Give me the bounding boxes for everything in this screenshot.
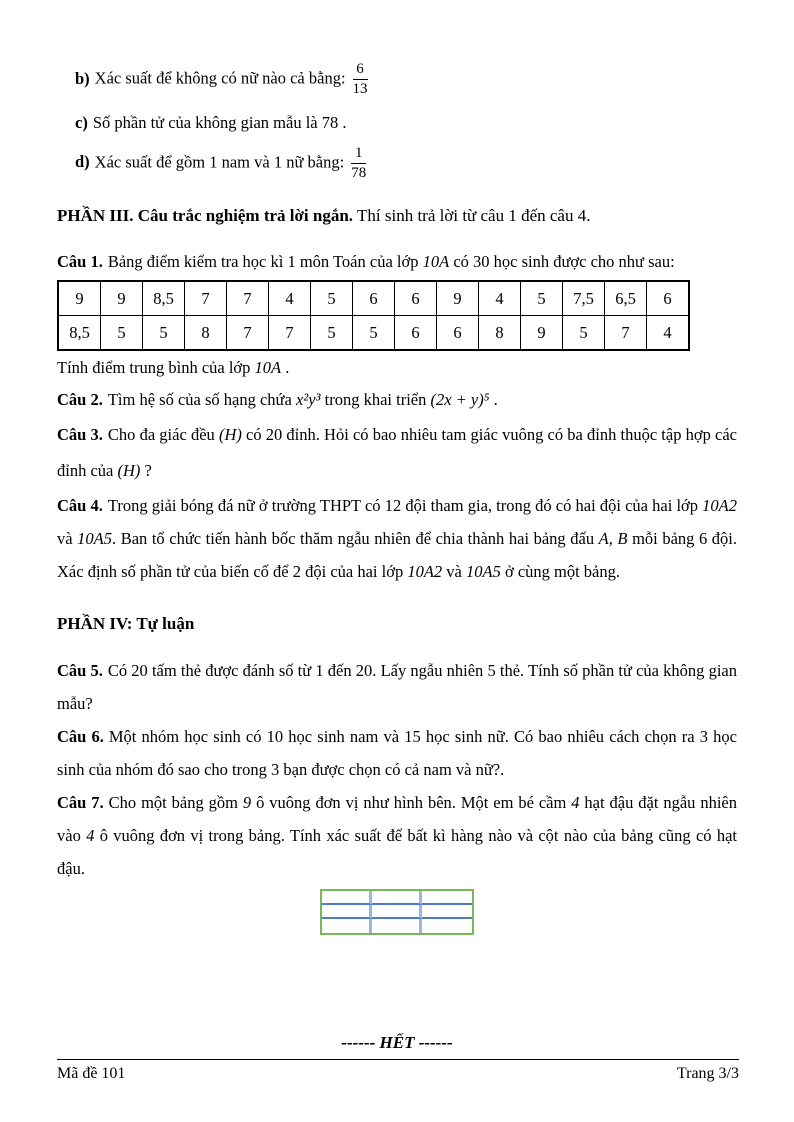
score-cell: 6	[395, 316, 437, 351]
grid-cell	[322, 919, 372, 933]
math-polygon-name: (H)	[218, 425, 242, 444]
score-cell: 6	[437, 316, 479, 351]
score-table-row	[58, 281, 689, 316]
grid-cell	[322, 905, 372, 919]
score-cell: 4	[269, 281, 311, 316]
grid-cell	[372, 891, 422, 905]
question-1-instruction	[57, 353, 737, 383]
question-7-text: Cho một bảng gồm	[108, 793, 243, 812]
question-4-text3: . Ban tổ chức tiến hành bốc thăm ngẫu nhiên để chia thành hai bảng đấu	[112, 529, 599, 548]
score-cell: 7	[227, 316, 269, 351]
answer-label-d: d)	[75, 152, 90, 172]
score-cell: 7	[269, 316, 311, 351]
question-5	[57, 654, 737, 720]
math-group-names: A, B	[598, 529, 628, 548]
score-table	[57, 280, 690, 351]
question-7	[57, 786, 737, 885]
answer-text-d: Xác suất để gồm 1 nam và 1 nữ bằng:	[94, 152, 345, 172]
score-cell: 8,5	[58, 316, 101, 351]
fraction-d	[351, 145, 366, 183]
question-3-text: Cho đa giác đều	[107, 425, 219, 444]
score-cell: 5	[353, 316, 395, 351]
grid-cell	[422, 919, 472, 933]
question-1-label: Câu 1.	[57, 252, 103, 271]
question-3-label: Câu 3.	[57, 425, 103, 444]
score-cell: 9	[101, 281, 143, 316]
end-marker: ------ HẾT ------	[341, 1033, 453, 1052]
page-footer	[57, 1059, 739, 1083]
fraction-denominator: 78	[351, 164, 367, 181]
score-cell: 8	[185, 316, 227, 351]
score-cell: 6	[395, 281, 437, 316]
score-cell: 9	[437, 281, 479, 316]
score-cell: 5	[143, 316, 185, 351]
unit-grid	[320, 889, 474, 935]
fraction-numerator: 1	[351, 145, 366, 164]
score-cell: 5	[521, 281, 563, 316]
grid-cell	[422, 891, 472, 905]
answer-text-b: Xác suất để không có nữ nào cả bằng:	[94, 68, 346, 88]
score-cell: 9	[58, 281, 101, 316]
answer-item-c	[75, 113, 737, 133]
math-number: 9	[242, 793, 252, 812]
question-6-label: Câu 6.	[57, 727, 104, 746]
answer-label-b: b)	[75, 68, 90, 88]
question-4-text4: mỗi bảng 6 đội. Xác định số phần tử của biến cố để 2 đội của hai lớp	[57, 529, 738, 581]
score-cell: 8,5	[143, 281, 185, 316]
question-3	[57, 417, 737, 489]
instruction-text: Tính điểm trung bình của lớp	[57, 358, 255, 377]
math-class-name: 10A2	[407, 562, 443, 581]
question-2	[57, 383, 737, 417]
answer-text-c: Số phần tử của không gian mẫu là 78 .	[92, 112, 347, 132]
grid-cell	[372, 905, 422, 919]
section-heading-part3	[57, 206, 737, 226]
question-7-text2: ô vuông đơn vị như hình bên. Một em bé cầm	[251, 793, 572, 812]
answer-list	[57, 61, 737, 182]
score-cell: 5	[101, 316, 143, 351]
question-4-text6: ở cùng một bảng.	[500, 562, 621, 581]
question-7-label: Câu 7.	[57, 793, 104, 812]
question-3-text3: ?	[140, 461, 152, 480]
question-2-label: Câu 2.	[57, 390, 103, 409]
question-2-text2: trong khai triển	[320, 390, 431, 409]
question-6	[57, 720, 737, 786]
math-expansion: (2x + y)⁵	[430, 390, 490, 409]
question-5-text: Có 20 tấm thẻ được đánh số từ 1 đến 20. Lấy ngẫu nhiên 5 thẻ. Tính số phần tử của không gian mẫu?	[57, 661, 737, 713]
question-4-text: Trong giải bóng đá nữ ở trường THPT có 12 đội tham gia, trong đó có hai đội của hai lớp	[107, 496, 703, 515]
question-2-text3: .	[489, 390, 498, 409]
section-heading-part4-bold: PHẦN IV: Tự luận	[57, 614, 195, 633]
math-class-name: 10A5	[466, 562, 501, 581]
score-cell: 5	[563, 316, 605, 351]
score-cell: 5	[311, 316, 353, 351]
answer-item-d	[75, 145, 737, 183]
score-cell: 7	[605, 316, 647, 351]
question-4-text5: và	[442, 562, 466, 581]
score-cell: 6	[647, 281, 690, 316]
grid-cell	[422, 905, 472, 919]
score-cell: 9	[521, 316, 563, 351]
math-term: x²y³	[295, 390, 321, 409]
score-cell: 4	[647, 316, 690, 351]
math-class-name: 10A2	[702, 496, 737, 515]
question-1-text: Bảng điểm kiểm tra học kì 1 môn Toán của lớp	[107, 252, 423, 271]
question-1	[57, 244, 737, 279]
score-cell: 7	[227, 281, 269, 316]
section-heading-part3-bold: PHẦN III. Câu trắc nghiệm trả lời ngắn.	[57, 206, 354, 225]
question-4-label: Câu 4.	[57, 496, 103, 515]
question-6-text: Một nhóm học sinh có 10 học sinh nam và 15 học sinh nữ. Có bao nhiêu cách chọn ra 3 học sinh của nhóm đó sao cho trong 3 bạn được chọn có cả nam và nữ?.	[57, 727, 737, 779]
fraction-b	[353, 61, 368, 99]
score-cell: 7	[185, 281, 227, 316]
score-table-body	[58, 281, 689, 350]
exam-code: Mã đề 101	[57, 1065, 126, 1082]
score-cell: 5	[311, 281, 353, 316]
answer-item-b	[75, 61, 737, 99]
grid-cell	[322, 891, 372, 905]
math-number: 4	[571, 793, 580, 812]
math-class-name: 10A	[422, 252, 450, 271]
question-5-label: Câu 5.	[57, 661, 103, 680]
score-cell: 8	[479, 316, 521, 351]
question-2-text: Tìm hệ số của số hạng chứa	[107, 390, 296, 409]
math-number: 4	[86, 826, 95, 845]
section-heading-part4	[57, 614, 737, 634]
question-3-text2: có 20 đỉnh. Hỏi có bao nhiêu tam giác vuông có ba đỉnh thuộc tập hợp các đỉnh của	[57, 425, 737, 480]
math-class-name: 10A5	[77, 529, 112, 548]
score-cell: 6,5	[605, 281, 647, 316]
question-4-text2: và	[57, 529, 78, 548]
question-4	[57, 489, 737, 588]
question-1-text2: có 30 học sinh được cho như sau:	[449, 252, 675, 271]
instruction-text2: .	[281, 358, 290, 377]
question-7-text4: ô vuông đơn vị trong bảng. Tính xác suất để bất kì hàng nào và cột nào của bảng cũng có hạt đậu.	[57, 826, 737, 878]
answer-label-c: c)	[75, 112, 88, 132]
score-cell: 6	[353, 281, 395, 316]
fraction-denominator: 13	[352, 81, 368, 98]
section-heading-part3-normal: Thí sinh trả lời từ câu 1 đến câu 4.	[353, 206, 591, 225]
question-7-text3: hạt đậu đặt ngẫu nhiên vào	[57, 793, 737, 845]
page-number: Trang 3/3	[676, 1065, 739, 1082]
fraction-numerator: 6	[353, 61, 368, 80]
score-table-row	[58, 316, 689, 351]
grid-cell	[372, 919, 422, 933]
score-cell: 7,5	[563, 281, 605, 316]
score-cell: 4	[479, 281, 521, 316]
math-polygon-name: (H)	[117, 461, 141, 480]
math-class-name: 10A	[254, 358, 282, 377]
